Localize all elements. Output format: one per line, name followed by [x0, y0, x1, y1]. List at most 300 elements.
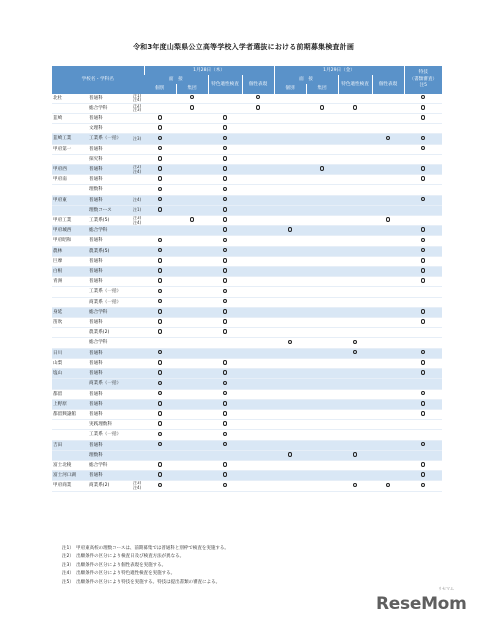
- circle-mark: [421, 136, 426, 141]
- department-name: 工業系(5): [88, 216, 132, 226]
- mark-cell: [274, 450, 306, 460]
- mark-cell: [144, 154, 176, 164]
- mark-cell: [176, 471, 208, 481]
- school-column-header: 学校名・学科名: [52, 66, 144, 94]
- table-row: [52, 420, 442, 430]
- mark-cell: [306, 103, 338, 113]
- mark-cell: [144, 430, 176, 440]
- department-name: 総合学科: [88, 307, 132, 317]
- mark-cell: [274, 318, 306, 328]
- table-row: [52, 399, 442, 409]
- mark-cell: [208, 246, 242, 256]
- mark-cell: [176, 165, 208, 175]
- mark-cell: [404, 307, 442, 317]
- mark-cell: [306, 236, 338, 246]
- circle-mark: [223, 217, 228, 222]
- mark-cell: [338, 328, 372, 338]
- mark-cell: [306, 297, 338, 307]
- note-ref: [132, 175, 144, 185]
- table-row: [52, 103, 442, 113]
- mark-cell: [208, 460, 242, 470]
- mark-cell: [208, 256, 242, 266]
- department-name: 普通科: [88, 195, 132, 205]
- circle-mark: [223, 166, 228, 171]
- mark-cell: [338, 226, 372, 236]
- mark-cell: [144, 256, 176, 266]
- circle-mark: [223, 125, 228, 130]
- circle-mark: [353, 483, 358, 488]
- department-name: 総合学科: [88, 338, 132, 348]
- circle-mark: [421, 442, 426, 447]
- mark-cell: [242, 114, 274, 124]
- school-name: [52, 450, 88, 460]
- school-name: 都留: [52, 389, 88, 399]
- mark-cell: [372, 124, 404, 134]
- note-ref: [132, 246, 144, 256]
- mark-cell: [208, 420, 242, 430]
- table-row: [52, 226, 442, 236]
- circle-mark: [158, 319, 163, 324]
- mark-cell: [372, 267, 404, 277]
- mark-cell: [372, 338, 404, 348]
- circle-mark: [421, 238, 426, 243]
- mark-cell: [176, 134, 208, 144]
- circle-mark: [223, 309, 228, 314]
- school-name: [52, 103, 88, 113]
- mark-cell: [338, 287, 372, 297]
- mark-cell: [208, 114, 242, 124]
- note-ref: 注1) 注4): [132, 94, 144, 104]
- mark-cell: [306, 379, 338, 389]
- mark-cell: [208, 409, 242, 419]
- department-name: 理数科: [88, 185, 132, 195]
- mark-cell: [274, 297, 306, 307]
- circle-mark: [158, 483, 163, 488]
- mark-cell: [144, 267, 176, 277]
- mark-cell: [338, 348, 372, 358]
- circle-mark: [223, 248, 228, 253]
- mark-cell: [176, 389, 208, 399]
- mark-cell: [208, 175, 242, 185]
- department-name: 商業系（一括）: [88, 297, 132, 307]
- mark-cell: [144, 124, 176, 134]
- mark-cell: [404, 154, 442, 164]
- mark-cell: [372, 328, 404, 338]
- mark-cell: [306, 154, 338, 164]
- mark-cell: [208, 369, 242, 379]
- mark-cell: [372, 256, 404, 266]
- mark-cell: [208, 267, 242, 277]
- day2-individual-header: 個別: [274, 84, 306, 93]
- table-row: [52, 236, 442, 246]
- mark-cell: [404, 103, 442, 113]
- note-ref: 注3): [132, 134, 144, 144]
- table-row: [52, 471, 442, 481]
- mark-cell: [274, 369, 306, 379]
- mark-cell: [242, 185, 274, 195]
- table-row: [52, 440, 442, 450]
- department-name: 工業系（一括）: [88, 287, 132, 297]
- mark-cell: [338, 420, 372, 430]
- mark-cell: [242, 287, 274, 297]
- day1-interview-header: 面 接: [144, 75, 208, 84]
- school-name: 農林: [52, 246, 88, 256]
- mark-cell: [242, 348, 274, 358]
- circle-mark: [223, 115, 228, 120]
- mark-cell: [338, 216, 372, 226]
- mark-cell: [372, 165, 404, 175]
- note-ref: [132, 430, 144, 440]
- circle-mark: [288, 227, 293, 232]
- mark-cell: [338, 236, 372, 246]
- mark-cell: [338, 277, 372, 287]
- table-row: [52, 430, 442, 440]
- note-ref: 注2) 注3): [132, 103, 144, 113]
- department-name: 総合学科: [88, 103, 132, 113]
- mark-cell: [176, 144, 208, 154]
- mark-cell: [176, 277, 208, 287]
- circle-mark: [421, 258, 426, 263]
- school-name: 身延: [52, 307, 88, 317]
- circle-mark: [256, 105, 261, 110]
- table-row: [52, 460, 442, 470]
- mark-cell: [176, 348, 208, 358]
- circle-mark: [158, 289, 163, 294]
- circle-mark: [223, 238, 228, 243]
- page-title: 令和3年度山梨県公立高等学校入学者選抜における前期募集検査計画: [132, 43, 355, 51]
- mark-cell: [176, 114, 208, 124]
- mark-cell: [404, 440, 442, 450]
- mark-cell: [274, 144, 306, 154]
- mark-cell: [372, 348, 404, 358]
- mark-cell: [242, 430, 274, 440]
- note-ref: [132, 154, 144, 164]
- mark-cell: [338, 399, 372, 409]
- mark-cell: [144, 379, 176, 389]
- note-ref: [132, 318, 144, 328]
- circle-mark: [288, 452, 293, 457]
- department-name: 普通科: [88, 277, 132, 287]
- school-name: [52, 185, 88, 195]
- mark-cell: [242, 175, 274, 185]
- mark-cell: [372, 144, 404, 154]
- mark-cell: [274, 256, 306, 266]
- circle-mark: [158, 248, 163, 253]
- mark-cell: [306, 338, 338, 348]
- mark-cell: [242, 409, 274, 419]
- mark-cell: [372, 114, 404, 124]
- circle-mark: [386, 136, 391, 141]
- mark-cell: [306, 114, 338, 124]
- mark-cell: [144, 409, 176, 419]
- mark-cell: [306, 307, 338, 317]
- mark-cell: [338, 409, 372, 419]
- circle-mark: [223, 207, 228, 212]
- footnote: 注5） 出願条件の区分により特技を実施する。特技は提出書類の審査による。: [62, 579, 221, 585]
- circle-mark: [158, 472, 163, 477]
- school-name: 甲府城西: [52, 226, 88, 236]
- circle-mark: [223, 268, 228, 273]
- table-row: [52, 256, 442, 266]
- school-name: 北杜: [52, 94, 88, 104]
- exam-plan-table: [52, 66, 442, 492]
- note-ref: [132, 277, 144, 287]
- circle-mark: [421, 309, 426, 314]
- mark-cell: [176, 226, 208, 236]
- mark-cell: [208, 277, 242, 287]
- mark-cell: [208, 287, 242, 297]
- circle-mark: [223, 432, 228, 437]
- department-name: 普通科: [88, 94, 132, 104]
- mark-cell: [208, 358, 242, 368]
- table-row: [52, 277, 442, 287]
- mark-cell: [176, 124, 208, 134]
- mark-cell: [338, 338, 372, 348]
- mark-cell: [274, 460, 306, 470]
- mark-cell: [338, 94, 372, 104]
- mark-cell: [274, 440, 306, 450]
- mark-cell: [176, 328, 208, 338]
- mark-cell: [208, 103, 242, 113]
- mark-cell: [274, 481, 306, 491]
- circle-mark: [223, 289, 228, 294]
- mark-cell: [208, 226, 242, 236]
- mark-cell: [372, 134, 404, 144]
- mark-cell: [242, 297, 274, 307]
- mark-cell: [306, 256, 338, 266]
- mark-cell: [372, 409, 404, 419]
- mark-cell: [338, 460, 372, 470]
- circle-mark: [158, 278, 163, 283]
- circle-mark: [353, 452, 358, 457]
- circle-mark: [421, 268, 426, 273]
- table-row: [52, 287, 442, 297]
- mark-cell: [208, 144, 242, 154]
- mark-cell: [208, 195, 242, 205]
- mark-cell: [338, 144, 372, 154]
- table-row: [52, 338, 442, 348]
- mark-cell: [404, 399, 442, 409]
- mark-cell: [144, 195, 176, 205]
- mark-cell: [242, 134, 274, 144]
- circle-mark: [421, 166, 426, 171]
- mark-cell: [176, 185, 208, 195]
- mark-cell: [274, 471, 306, 481]
- circle-mark: [190, 95, 195, 100]
- mark-cell: [306, 481, 338, 491]
- day2-expression-header: 個性表現: [372, 75, 404, 93]
- table-row: [52, 246, 442, 256]
- mark-cell: [208, 216, 242, 226]
- day1-expression-header: 個性表現: [242, 75, 274, 93]
- department-name: 普通科: [88, 348, 132, 358]
- mark-cell: [144, 389, 176, 399]
- mark-cell: [372, 94, 404, 104]
- mark-cell: [338, 369, 372, 379]
- circle-mark: [421, 462, 426, 467]
- mark-cell: [274, 226, 306, 236]
- circle-mark: [158, 197, 163, 202]
- mark-cell: [372, 175, 404, 185]
- mark-cell: [306, 318, 338, 328]
- mark-cell: [144, 420, 176, 430]
- mark-cell: [208, 165, 242, 175]
- mark-cell: [242, 205, 274, 215]
- mark-cell: [242, 216, 274, 226]
- school-name: 甲府南: [52, 175, 88, 185]
- circle-mark: [320, 105, 325, 110]
- circle-mark: [158, 442, 163, 447]
- mark-cell: [242, 267, 274, 277]
- note-ref: [132, 399, 144, 409]
- mark-cell: [144, 144, 176, 154]
- mark-cell: [372, 379, 404, 389]
- mark-cell: [176, 246, 208, 256]
- school-name: [52, 297, 88, 307]
- mark-cell: [274, 307, 306, 317]
- circle-mark: [421, 248, 426, 253]
- mark-cell: [404, 94, 442, 104]
- mark-cell: [144, 94, 176, 104]
- mark-cell: [306, 94, 338, 104]
- school-name: 白根: [52, 267, 88, 277]
- department-name: 農業系(5): [88, 246, 132, 256]
- school-name: [52, 420, 88, 430]
- department-name: 総合学科: [88, 460, 132, 470]
- mark-cell: [208, 481, 242, 491]
- mark-cell: [372, 103, 404, 113]
- mark-cell: [274, 338, 306, 348]
- mark-cell: [242, 389, 274, 399]
- circle-mark: [223, 136, 228, 141]
- table-row: [52, 216, 442, 226]
- circle-mark: [288, 340, 293, 345]
- school-name: 笛吹: [52, 318, 88, 328]
- department-name: 文理科: [88, 124, 132, 134]
- mark-cell: [372, 277, 404, 287]
- mark-cell: [176, 460, 208, 470]
- day2-group-header: 集団: [306, 84, 338, 93]
- mark-cell: [306, 389, 338, 399]
- mark-cell: [144, 399, 176, 409]
- mark-cell: [208, 205, 242, 215]
- mark-cell: [306, 420, 338, 430]
- mark-cell: [274, 236, 306, 246]
- mark-cell: [306, 399, 338, 409]
- mark-cell: [274, 246, 306, 256]
- mark-cell: [338, 165, 372, 175]
- table-row: [52, 114, 442, 124]
- mark-cell: [338, 318, 372, 328]
- table-row: [52, 267, 442, 277]
- mark-cell: [372, 307, 404, 317]
- mark-cell: [404, 430, 442, 440]
- mark-cell: [208, 430, 242, 440]
- table-row: [52, 94, 442, 104]
- mark-cell: [338, 440, 372, 450]
- circle-mark: [158, 238, 163, 243]
- circle-mark: [421, 391, 426, 396]
- mark-cell: [144, 287, 176, 297]
- mark-cell: [404, 175, 442, 185]
- mark-cell: [144, 307, 176, 317]
- table-row: [52, 307, 442, 317]
- mark-cell: [274, 430, 306, 440]
- mark-cell: [242, 277, 274, 287]
- mark-cell: [176, 94, 208, 104]
- mark-cell: [372, 440, 404, 450]
- mark-cell: [176, 430, 208, 440]
- mark-cell: [176, 205, 208, 215]
- day1-header: 1月28日（木）: [144, 66, 274, 75]
- mark-cell: [338, 154, 372, 164]
- department-name: 普通科: [88, 267, 132, 277]
- school-name: 韮崎: [52, 114, 88, 124]
- mark-cell: [372, 318, 404, 328]
- mark-cell: [306, 287, 338, 297]
- circle-mark: [158, 268, 163, 273]
- mark-cell: [338, 114, 372, 124]
- mark-cell: [338, 481, 372, 491]
- department-name: 普通科: [88, 236, 132, 246]
- department-name: 工業系（一括）: [88, 134, 132, 144]
- note-ref: [132, 297, 144, 307]
- department-name: 普通科: [88, 399, 132, 409]
- mark-cell: [144, 103, 176, 113]
- circle-mark: [158, 166, 163, 171]
- note-ref: [132, 440, 144, 450]
- footnote: 注4） 出願条件の区分により特色適性検査を実施する。: [62, 571, 176, 577]
- mark-cell: [274, 379, 306, 389]
- mark-cell: [274, 94, 306, 104]
- department-name: 商業系(2): [88, 481, 132, 491]
- mark-cell: [144, 246, 176, 256]
- mark-cell: [338, 267, 372, 277]
- mark-cell: [404, 481, 442, 491]
- mark-cell: [274, 399, 306, 409]
- mark-cell: [242, 369, 274, 379]
- mark-cell: [144, 460, 176, 470]
- table-row: [52, 409, 442, 419]
- mark-cell: [274, 114, 306, 124]
- mark-cell: [404, 195, 442, 205]
- mark-cell: [306, 144, 338, 154]
- circle-mark: [223, 401, 228, 406]
- mark-cell: [208, 338, 242, 348]
- circle-mark: [386, 217, 391, 222]
- circle-mark: [190, 217, 195, 222]
- department-name: 普通科: [88, 165, 132, 175]
- mark-cell: [242, 379, 274, 389]
- note-ref: [132, 389, 144, 399]
- mark-cell: [144, 236, 176, 246]
- mark-cell: [306, 430, 338, 440]
- table-row: [52, 144, 442, 154]
- day1-group-header: 集団: [176, 84, 208, 93]
- table-row: [52, 318, 442, 328]
- mark-cell: [404, 185, 442, 195]
- mark-cell: [372, 420, 404, 430]
- mark-cell: [372, 450, 404, 460]
- school-name: 富士北稜: [52, 460, 88, 470]
- mark-cell: [306, 246, 338, 256]
- mark-cell: [242, 338, 274, 348]
- note-ref: [132, 328, 144, 338]
- mark-cell: [242, 399, 274, 409]
- table-row: [52, 389, 442, 399]
- circle-mark: [421, 176, 426, 181]
- circle-mark: [158, 207, 163, 212]
